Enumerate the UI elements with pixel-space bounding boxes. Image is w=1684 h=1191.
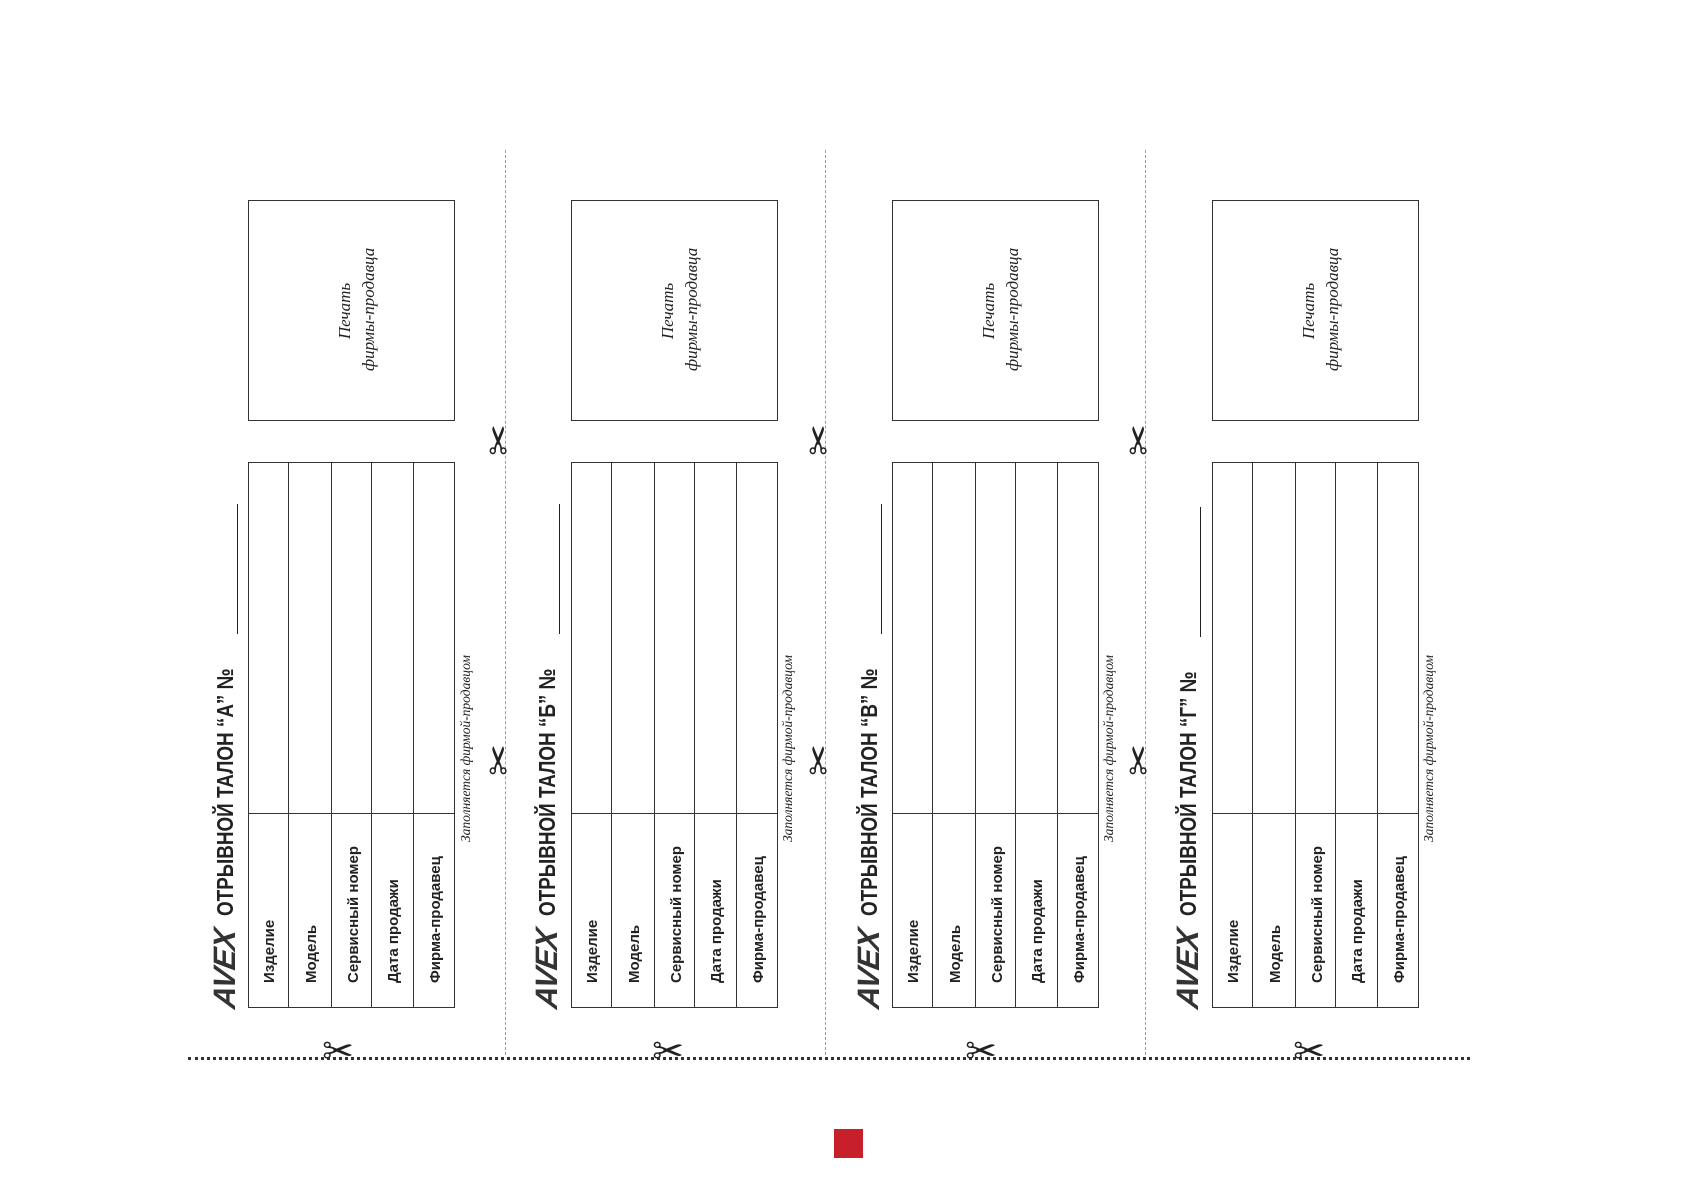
field-separator [1295,462,1296,1008]
field-separator [654,462,655,1008]
number-underline [215,504,238,634]
field-label-sale-date: Дата продажи [1349,879,1366,983]
number-underline [1178,507,1201,637]
field-separator [1335,462,1336,1008]
avex-logo: AVEX [851,926,886,1011]
field-label-model: Модель [303,924,320,983]
coupon-title-row [1170,507,1205,1011]
field-label-service-number: Сервисный номер [668,845,685,983]
field-separator [694,462,695,1008]
seller-note: Заполняется фирмой-продавцом [780,655,795,842]
field-label-sale-date: Дата продажи [1029,879,1046,983]
avex-logo: AVEX [1170,926,1205,1011]
field-label-service-number: Сервисный номер [345,845,362,983]
field-label-seller: Фирма-продавец [427,856,444,983]
scissors-icon: ✂ [1117,424,1161,456]
field-separator [611,462,612,1008]
seller-note: Заполняется фирмой-продавцом [1101,655,1116,842]
avex-logo: AVEX [207,926,242,1011]
page-marker [834,1129,863,1158]
coupon-title-row [851,504,886,1011]
coupon-title: ОТРЫВНОЙ ТАЛОН “Б” № [534,668,560,916]
field-separator [371,462,372,1008]
stamp-area [571,200,778,421]
field-label-product: Изделие [584,919,601,983]
scissors-icon: ✂ [1117,744,1161,776]
fields-table [892,462,1099,1008]
field-label-product: Изделие [261,919,278,983]
stamp-area [1212,200,1419,421]
stamp-label: Печать фирмы-продавца [1299,247,1342,371]
field-label-model: Модель [626,924,643,983]
field-label-sale-date: Дата продажи [385,879,402,983]
scissors-icon: ✂ [965,1029,997,1073]
fields-divider [893,813,1098,814]
scissors-icon: ✂ [797,744,841,776]
fields-divider [572,813,777,814]
stamp-label: Печать фирмы-продавца [335,247,378,371]
fields-table [571,462,778,1008]
fields-table [1212,462,1419,1008]
cut-line-vertical-2 [825,150,826,1055]
number-underline [537,504,560,634]
coupon-title: ОТРЫВНОЙ ТАЛОН “Г” № [1175,671,1201,916]
stamp-label: Печать фирмы-продавца [658,247,701,371]
coupon-title: ОТРЫВНОЙ ТАЛОН “А” № [212,668,238,916]
field-separator [975,462,976,1008]
field-label-seller: Фирма-продавец [1391,856,1408,983]
field-label-product: Изделие [905,919,922,983]
avex-logo: AVEX [529,926,564,1011]
scissors-icon: ✂ [477,744,521,776]
scissors-icon: ✂ [797,424,841,456]
scissors-icon: ✂ [477,424,521,456]
seller-note: Заполняется фирмой-продавцом [1421,655,1436,842]
field-separator [1015,462,1016,1008]
field-separator [1252,462,1253,1008]
cut-line-horizontal [188,1057,1470,1060]
field-label-model: Модель [1267,924,1284,983]
field-separator [413,462,414,1008]
scissors-icon: ✂ [322,1029,354,1073]
field-separator [1057,462,1058,1008]
number-underline [859,504,882,634]
field-separator [288,462,289,1008]
stamp-area [892,200,1099,421]
cut-line-vertical-1 [505,150,506,1055]
cut-line-vertical-3 [1145,150,1146,1055]
coupon-title-row [529,504,564,1011]
field-separator [932,462,933,1008]
field-separator [736,462,737,1008]
seller-note: Заполняется фирмой-продавцом [458,655,473,842]
stamp-area [248,200,455,421]
field-label-seller: Фирма-продавец [1071,856,1088,983]
scissors-icon: ✂ [1293,1029,1325,1073]
field-label-service-number: Сервисный номер [1309,845,1326,983]
field-label-product: Изделие [1225,919,1242,983]
fields-divider [249,813,454,814]
field-label-model: Модель [947,924,964,983]
field-separator [1377,462,1378,1008]
fields-divider [1213,813,1418,814]
fields-table [248,462,455,1008]
field-label-service-number: Сервисный номер [989,845,1006,983]
field-label-seller: Фирма-продавец [750,856,767,983]
field-label-sale-date: Дата продажи [708,879,725,983]
coupon-title-row [207,504,242,1011]
stamp-label: Печать фирмы-продавца [979,247,1022,371]
field-separator [331,462,332,1008]
coupon-title: ОТРЫВНОЙ ТАЛОН “В” № [856,668,882,916]
scissors-icon: ✂ [652,1029,684,1073]
